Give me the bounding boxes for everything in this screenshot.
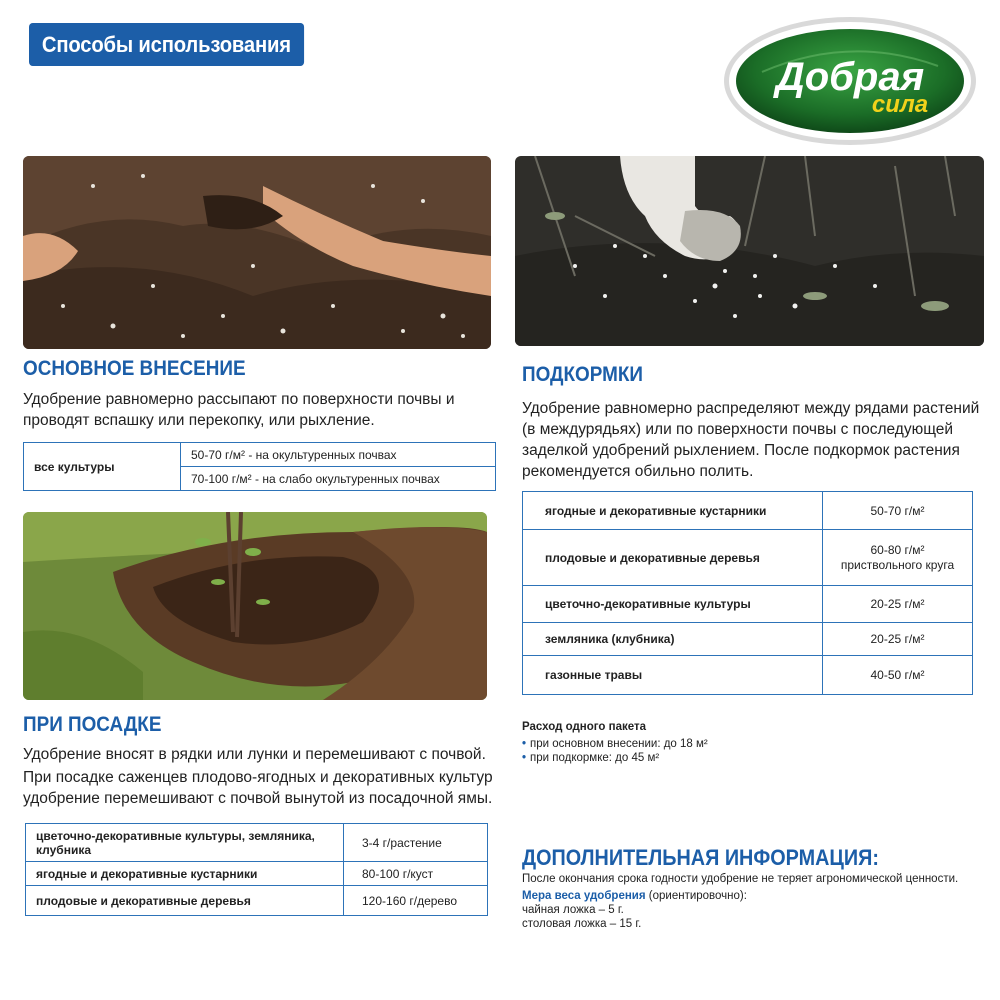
planting-rates-table — [25, 823, 488, 916]
crop-cell: ягодные и декоративные кустарники — [26, 862, 344, 886]
table-row — [523, 530, 973, 586]
bullet-icon: • — [522, 752, 527, 764]
dose-cell: 20-25 г/м² — [823, 586, 973, 623]
table-row — [523, 492, 973, 530]
consumption-item: при основном внесении: до 18 м² — [530, 738, 708, 750]
dose-cell: 50-70 г/м² - на окультуренных почвах — [181, 443, 496, 467]
feeding-section-title: ПОДКОРМКИ — [522, 363, 643, 386]
consumption-title: Расход одного пакета — [522, 721, 647, 733]
planting-section-text-1: Удобрение вносят в рядки или лунки и перемешивают с почвой. — [23, 746, 486, 763]
extra-section-text: После окончания срока годности удобрение не теряет агрономической ценности. — [522, 873, 959, 885]
logo-word-2: сила — [871, 91, 929, 118]
basic-section-text: Удобрение равномерно рассыпают по поверхности почвы и проводят вспашку или перекопку, или рыхление. — [23, 391, 455, 429]
crop-cell: земляника (клубника) — [523, 623, 823, 656]
crop-cell: цветочно-декоративные культуры, земляника, клубника — [26, 824, 344, 862]
planting-section-title: ПРИ ПОСАДКЕ — [23, 713, 162, 736]
crop-cell: газонные травы — [523, 656, 823, 695]
teaspoon-line: чайная ложка – 5 г. — [522, 904, 624, 916]
dose-cell: 50-70 г/м² — [823, 492, 973, 530]
crop-cell: ягодные и декоративные кустарники — [523, 492, 823, 530]
dose-cell: 3-4 г/растение — [344, 824, 488, 862]
feeding-section-text: Удобрение равномерно распределяют между рядами растений (в междурядьях) или по поверхности почвы с последующей заделкой удобрений рыхлением. После подкормок растения рекомендуется обильно полить. — [522, 400, 980, 480]
bullet-icon: • — [522, 738, 527, 750]
dose-cell: 80-100 г/куст — [344, 862, 488, 886]
crop-cell: плодовые и декоративные деревья — [26, 886, 344, 916]
basic-section-title: ОСНОВНОЕ ВНЕСЕНИЕ — [23, 357, 246, 380]
dose-cell: 40-50 г/м² — [823, 656, 973, 695]
crop-cell: все культуры — [24, 443, 181, 491]
list-item — [522, 737, 708, 751]
tablespoon-line: столовая ложка – 15 г. — [522, 918, 642, 930]
measure-label: Мера веса удобрения — [522, 890, 646, 902]
logo-word-1: Добрая — [775, 55, 925, 99]
feeding-rates-table — [522, 491, 973, 695]
dose-cell: 70-100 г/м² - на слабо окультуренных почвах — [181, 467, 496, 491]
table-row — [523, 656, 973, 695]
dose-cell: 120-160 г/дерево — [344, 886, 488, 916]
table-row — [26, 862, 488, 886]
table-row — [24, 443, 496, 467]
planting-section-text-2: При посадке саженцев плодово-ягодных и декоративных культур удобрение перемешивают с почвой вынутой из посадочной ямы. — [23, 769, 493, 807]
feeding-photo — [515, 156, 984, 346]
table-row — [26, 886, 488, 916]
consumption-item: при подкормке: до 45 м² — [530, 752, 660, 764]
dose-note: приствольного круга — [840, 557, 955, 572]
measure-note: (ориентировочно): — [645, 890, 747, 902]
table-row — [523, 586, 973, 623]
brand-logo — [722, 14, 978, 148]
table-row — [26, 824, 488, 862]
measure-line — [522, 889, 747, 903]
table-row — [523, 623, 973, 656]
crop-cell: плодовые и декоративные деревья — [523, 530, 823, 586]
soil-photo — [23, 156, 491, 349]
page-title: Способы использования — [29, 23, 304, 66]
dose-cell — [823, 530, 973, 586]
crop-cell: цветочно-декоративные культуры — [523, 586, 823, 623]
planting-pit-photo — [23, 512, 487, 700]
basic-rates-table — [23, 442, 496, 491]
dose-value: 60-80 г/м² — [870, 542, 925, 557]
extra-section-title: ДОПОЛНИТЕЛЬНАЯ ИНФОРМАЦИЯ: — [522, 845, 879, 870]
list-item — [522, 751, 659, 765]
dose-cell: 20-25 г/м² — [823, 623, 973, 656]
